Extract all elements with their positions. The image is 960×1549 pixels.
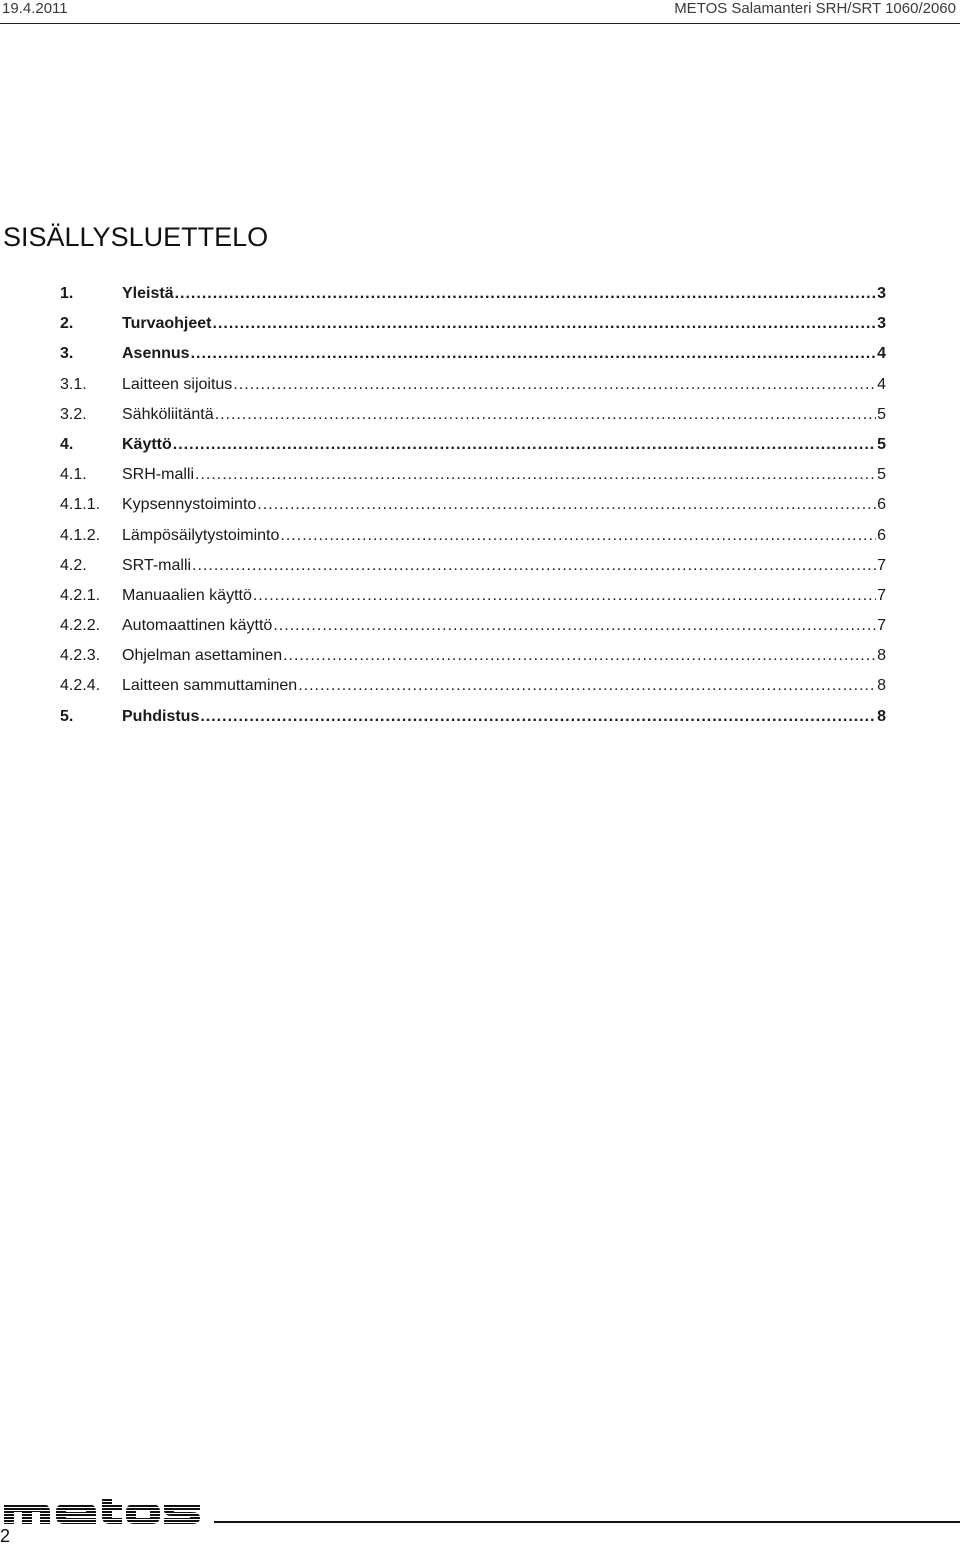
toc-entry-label: Asennus	[122, 345, 190, 363]
toc-entry-page: 3	[877, 315, 886, 333]
toc-entry	[60, 527, 886, 557]
toc-entry-number: 3.1.	[60, 375, 87, 393]
header-document-title: METOS Salamanteri SRH/SRT 1060/2060	[674, 0, 956, 17]
toc-entry-number: 4.2.1.	[60, 586, 101, 604]
toc-entry	[60, 285, 886, 315]
toc-dot-leader	[173, 436, 876, 454]
toc-entry-number: 3.	[60, 345, 74, 363]
toc-entry-number: 4.1.2.	[60, 526, 101, 544]
toc-entry	[60, 647, 886, 677]
toc-entry-label: Manuaalien käyttö	[122, 586, 252, 604]
footer-rule	[214, 1521, 960, 1523]
toc-entry-page: 8	[877, 677, 886, 695]
toc-dot-leader	[257, 496, 876, 514]
toc-entry-page: 5	[877, 435, 886, 453]
page-header	[0, 0, 960, 26]
toc-dot-leader	[195, 466, 876, 484]
toc-entry-page: 7	[877, 586, 886, 604]
toc-entry-number: 1.	[60, 285, 74, 302]
toc-entry-page: 7	[877, 556, 886, 574]
toc-dot-leader	[298, 677, 876, 695]
toc-dot-leader	[200, 708, 876, 726]
metos-logo	[2, 1496, 204, 1526]
toc-entry	[60, 496, 886, 526]
toc-entry-number: 5.	[60, 707, 74, 725]
page-number: 2	[0, 1526, 11, 1546]
toc-entry-number: 4.2.2.	[60, 617, 101, 635]
toc-entry-page: 6	[877, 496, 886, 514]
toc-entry-number: 2.	[60, 315, 74, 333]
toc-entry	[60, 708, 886, 738]
toc-dot-leader	[273, 617, 876, 635]
toc-entry-label: Lämpösäilytystoiminto	[122, 526, 280, 544]
toc-entry	[60, 315, 886, 345]
toc-entry-page: 7	[877, 617, 886, 635]
toc-dot-leader	[280, 527, 876, 545]
toc-entry-page: 6	[877, 526, 886, 544]
toc-entry-label: Turvaohjeet	[122, 315, 212, 333]
table-of-contents	[60, 285, 886, 738]
toc-entry-page: 4	[877, 345, 886, 363]
toc-entry-label: Käyttö	[122, 435, 172, 453]
toc-entry-label: Automaattinen käyttö	[122, 617, 273, 635]
toc-entry-page: 8	[877, 707, 886, 725]
toc-entry	[60, 587, 886, 617]
toc-entry	[60, 557, 886, 587]
toc-entry	[60, 436, 886, 466]
toc-dot-leader	[191, 345, 877, 363]
toc-dot-leader	[175, 285, 877, 303]
toc-entry-label: Laitteen sammuttaminen	[122, 677, 298, 695]
header-date: 19.4.2011	[2, 0, 68, 17]
toc-entry-number: 4.2.4.	[60, 677, 101, 695]
toc-dot-leader	[233, 376, 876, 394]
toc-entry	[60, 466, 886, 496]
toc-dot-leader	[213, 315, 877, 333]
toc-dot-leader	[253, 587, 876, 605]
toc-entry-label: Puhdistus	[122, 707, 200, 725]
toc-entry	[60, 376, 886, 406]
toc-entry-number: 4.2.3.	[60, 647, 101, 665]
toc-entry	[60, 617, 886, 647]
toc-entry-label: SRH-malli	[122, 466, 194, 484]
toc-entry-number: 4.	[60, 435, 74, 453]
toc-entry-number: 4.2.	[60, 556, 87, 574]
toc-entry-number: 4.1.1.	[60, 496, 101, 514]
toc-entry	[60, 345, 886, 375]
toc-entry	[60, 677, 886, 707]
toc-entry-page: 8	[877, 647, 886, 665]
toc-dot-leader	[192, 557, 876, 575]
toc-entry-label: Kypsennystoiminto	[122, 496, 257, 514]
toc-dot-leader	[283, 647, 876, 665]
toc-entry-number: 3.2.	[60, 405, 87, 423]
toc-entry-label: Yleistä	[122, 285, 174, 302]
toc-heading: SISÄLLYSLUETTELO	[3, 222, 269, 252]
toc-entry-page: 5	[877, 405, 886, 423]
toc-entry-page: 3	[877, 285, 886, 302]
toc-entry	[60, 406, 886, 436]
toc-entry-label: Laitteen sijoitus	[122, 375, 233, 393]
toc-entry-page: 5	[877, 466, 886, 484]
toc-entry-label: Ohjelman asettaminen	[122, 647, 283, 665]
toc-entry-page: 4	[877, 375, 886, 393]
toc-entry-number: 4.1.	[60, 466, 87, 484]
header-rule	[0, 23, 960, 24]
toc-entry-label: Sähköliitäntä	[122, 405, 214, 423]
toc-dot-leader	[215, 406, 876, 424]
toc-entry-label: SRT-malli	[122, 556, 192, 574]
